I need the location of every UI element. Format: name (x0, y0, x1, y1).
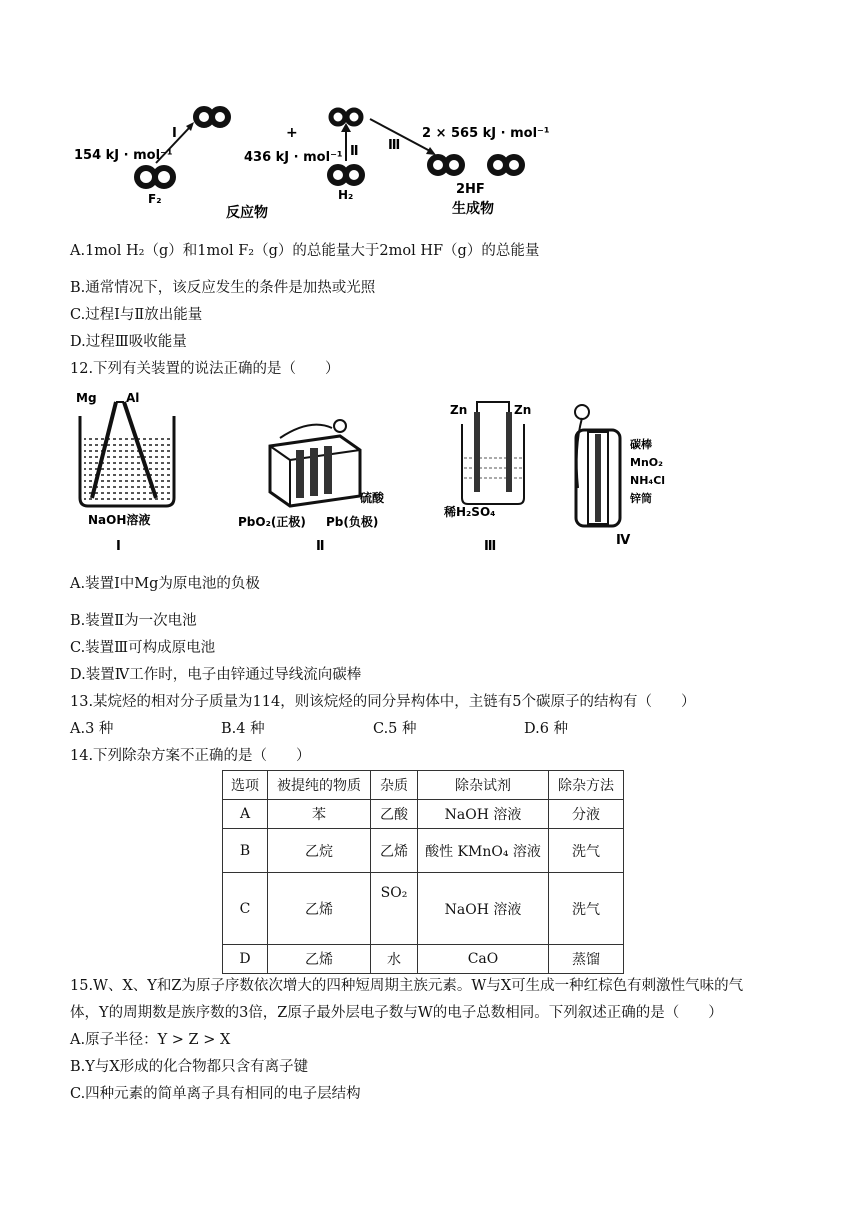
q15-option-a: A.原子半径：Y > Z > X (70, 1032, 231, 1048)
q12-option-c: C.装置Ⅲ可构成原电池 (70, 640, 216, 656)
table-cell: 酸性 KMnO₄ 溶液 (418, 829, 549, 873)
table-cell: 乙酸 (371, 800, 418, 829)
h2-label: H₂ (338, 188, 354, 202)
table-cell: C (223, 873, 268, 945)
naoh-label: NaOH溶液 (88, 513, 151, 527)
energy-label-3: 2 × 565 kJ · mol⁻¹ (422, 126, 550, 141)
zinc-can-label: 锌筒 (630, 492, 652, 505)
q15-option-c: C.四种元素的简单离子具有相同的电子层结构 (70, 1086, 361, 1102)
table-cell: CaO (418, 945, 549, 974)
plus-sign: + (286, 125, 298, 141)
table-row (223, 873, 624, 945)
table-cell: 乙烷 (268, 829, 371, 873)
q12-option-a: A.装置Ⅰ中Mg为原电池的负极 (70, 576, 260, 592)
device-3 (462, 402, 524, 504)
table-row (223, 945, 624, 974)
table-cell: 苯 (268, 800, 371, 829)
process-label-1: Ⅰ (172, 126, 177, 141)
q11-option-d: D.过程Ⅲ吸收能量 (70, 334, 187, 350)
device-2 (270, 420, 360, 506)
q15-stem-line-2: 体，Y的周期数是族序数的3倍，Z原子最外层电子数与W的电子总数相同。下列叙述正确的是（ ） (70, 1005, 723, 1021)
h2so4-label: 稀H₂SO₄ (444, 505, 496, 519)
q14-stem: 14.下列除杂方案不正确的是（ ） (70, 748, 311, 764)
header-cell: 选项 (223, 771, 268, 800)
f-atoms (196, 109, 228, 125)
process-label-3: Ⅲ (388, 138, 401, 153)
q14-table (222, 770, 624, 974)
f2-label: F₂ (148, 192, 162, 206)
q11-option-a: A.1mol H₂（g）和1mol F₂（g）的总能量大于2mol HF（g）的总能量 (70, 243, 540, 259)
q12-option-d: D.装置Ⅳ工作时，电子由锌通过导线流向碳棒 (70, 667, 362, 683)
q12-option-b: B.装置Ⅱ为一次电池 (70, 613, 197, 629)
table-row (223, 829, 624, 873)
zn-label-2: Zn (514, 403, 532, 417)
table-cell: SO₂ (371, 873, 418, 945)
device-1-num: Ⅰ (116, 539, 121, 554)
mg-label: Mg (76, 391, 97, 405)
q13-option-c: C.5 种 (373, 721, 417, 737)
table-row (223, 800, 624, 829)
hf-label: 2HF (456, 182, 485, 197)
table-cell: 水 (371, 945, 418, 974)
header-cell: 被提纯的物质 (268, 771, 371, 800)
table-cell: 洗气 (549, 873, 624, 945)
table-cell: 乙烯 (268, 873, 371, 945)
table-cell: 乙烯 (371, 829, 418, 873)
q11-option-c: C.过程Ⅰ与Ⅱ放出能量 (70, 307, 203, 323)
q12-stem: 12.下列有关装置的说法正确的是（ ） (70, 361, 340, 377)
q11-option-b: B.通常情况下，该反应发生的条件是加热或光照 (70, 280, 376, 296)
table-cell: B (223, 829, 268, 873)
pb-label: Pb(负极) (326, 515, 379, 529)
table-cell: 乙烯 (268, 945, 371, 974)
device-4-num: Ⅳ (616, 533, 631, 548)
device-3-num: Ⅲ (484, 539, 497, 554)
table-cell: 蒸馏 (549, 945, 624, 974)
carbon-rod-label: 碳棒 (630, 438, 652, 451)
energy-label-2: 436 kJ · mol⁻¹ (244, 150, 343, 165)
hf-molecules (430, 157, 522, 173)
table-cell: NaOH 溶液 (418, 800, 549, 829)
q13-option-d: D.6 种 (524, 721, 569, 737)
device-4 (575, 405, 620, 526)
table-cell: 洗气 (549, 829, 624, 873)
q13-option-b: B.4 种 (221, 721, 265, 737)
nh4cl-label: NH₄Cl (630, 474, 666, 487)
energy-diagram (60, 95, 580, 225)
al-label: Al (126, 391, 140, 405)
header-cell: 除杂试剂 (418, 771, 549, 800)
table-cell: D (223, 945, 268, 974)
mno2-label: MnO₂ (630, 456, 663, 469)
reactants-label: 反应物 (226, 205, 268, 221)
device-1 (80, 402, 174, 506)
table-header-row (223, 771, 624, 800)
q15-option-b: B.Y与X形成的化合物都只含有离子键 (70, 1059, 309, 1075)
process-label-2: Ⅱ (350, 144, 359, 159)
q13-stem: 13.某烷烃的相对分子质量为114，则该烷烃的同分异构体中，主链有5个碳原子的结构有（ ） (70, 694, 696, 710)
table-cell: 分液 (549, 800, 624, 829)
table-cell: NaOH 溶液 (418, 873, 549, 945)
pbo2-label: PbO₂(正极) (238, 515, 306, 529)
battery-devices-figure (70, 388, 720, 556)
h2-molecule (330, 167, 362, 183)
device-2-num: Ⅱ (316, 539, 325, 554)
q13-option-a: A.3 种 (70, 721, 114, 737)
acid-label-2: 硫酸 (360, 491, 385, 505)
header-cell: 杂质 (371, 771, 418, 800)
table-cell: A (223, 800, 268, 829)
h-atoms (331, 110, 361, 124)
energy-label-1: 154 kJ · mol⁻¹ (74, 148, 173, 163)
products-label: 生成物 (452, 201, 494, 217)
zn-label-1: Zn (450, 403, 468, 417)
header-cell: 除杂方法 (549, 771, 624, 800)
q15-stem-line-1: 15.W、X、Y和Z为原子序数依次增大的四种短周期主族元素。W与X可生成一种红棕色有刺激性气味的气 (70, 978, 744, 994)
f2-molecule (137, 168, 173, 186)
